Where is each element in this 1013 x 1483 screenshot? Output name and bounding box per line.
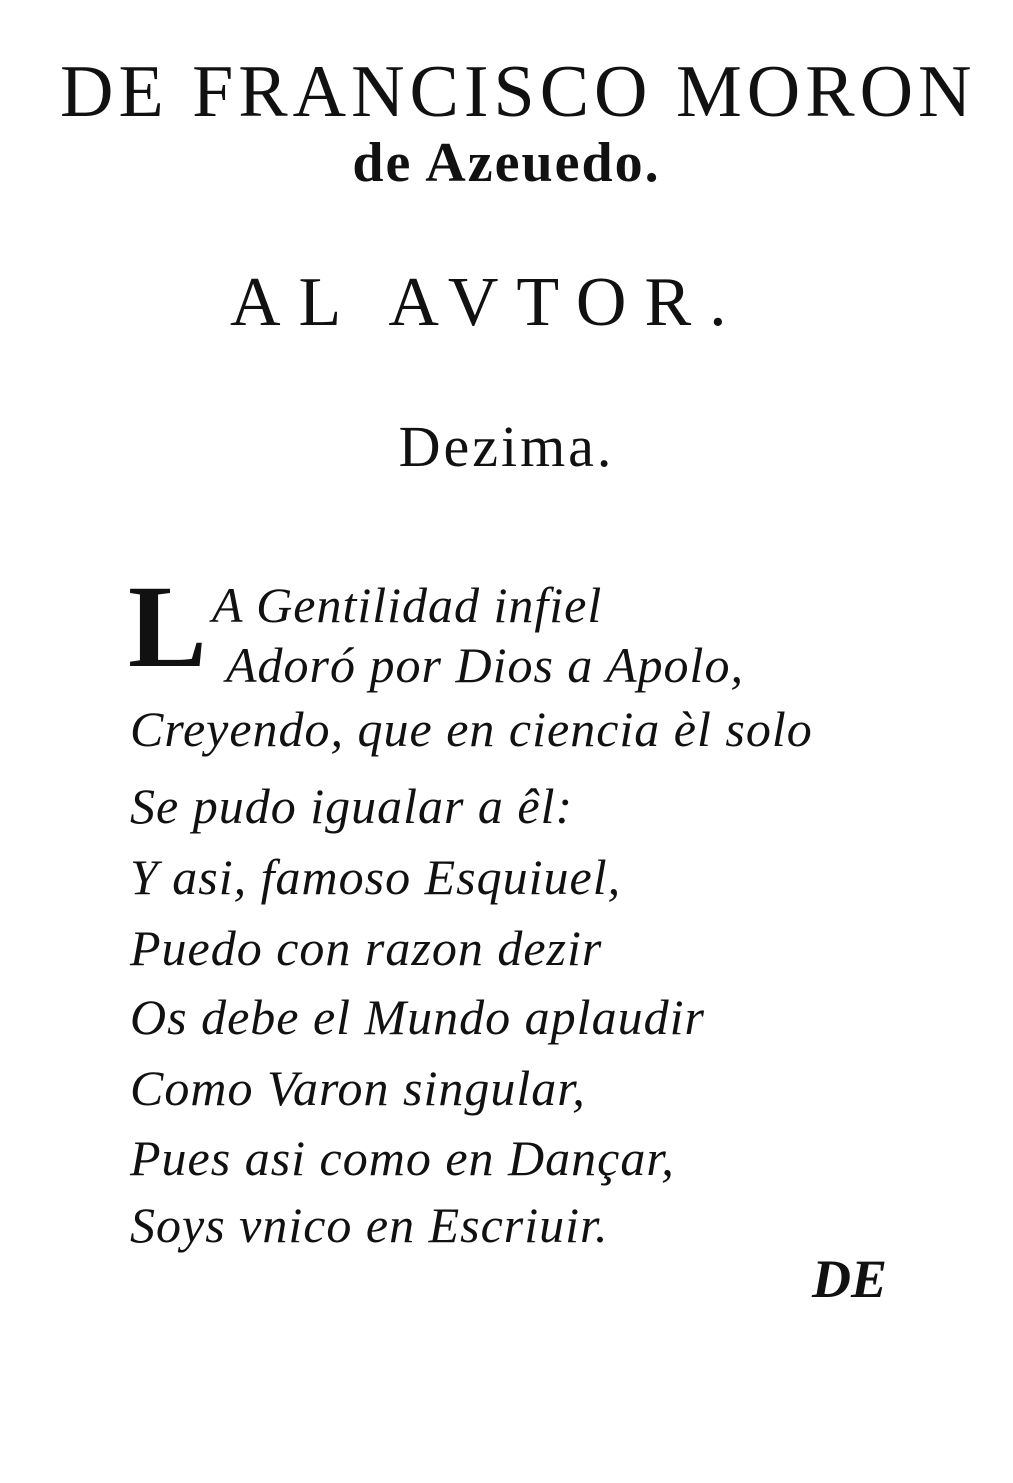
poem-line: Soys vnico en Escriuir.	[130, 1197, 609, 1253]
catchword: DE	[812, 1249, 888, 1309]
poem-form-title: Dezima.	[398, 414, 615, 479]
drop-cap: L	[128, 561, 207, 692]
poem-line: A Gentilidad infiel	[212, 577, 603, 633]
poem-line: Como Varon singular,	[130, 1060, 586, 1116]
poem-line: Creyendo, que en ciencia èl solo	[130, 701, 813, 757]
poem-line: Puedo con razon dezir	[130, 920, 603, 976]
dedication-heading: AL AVTOR.	[230, 264, 745, 341]
poem-line: Se pudo igualar a êl:	[130, 778, 574, 834]
poem-line: Pues asi como en Dançar,	[130, 1130, 675, 1186]
heading-subtitle: de Azeuedo.	[352, 132, 661, 194]
poem-line: Adoró por Dios a Apolo,	[226, 637, 744, 693]
poem-line: Os debe el Mundo aplaudir	[130, 989, 705, 1045]
poem-line: Y asi, famoso Esquiuel,	[130, 849, 622, 905]
heading-title: DE FRANCISCO MORON	[60, 51, 977, 133]
